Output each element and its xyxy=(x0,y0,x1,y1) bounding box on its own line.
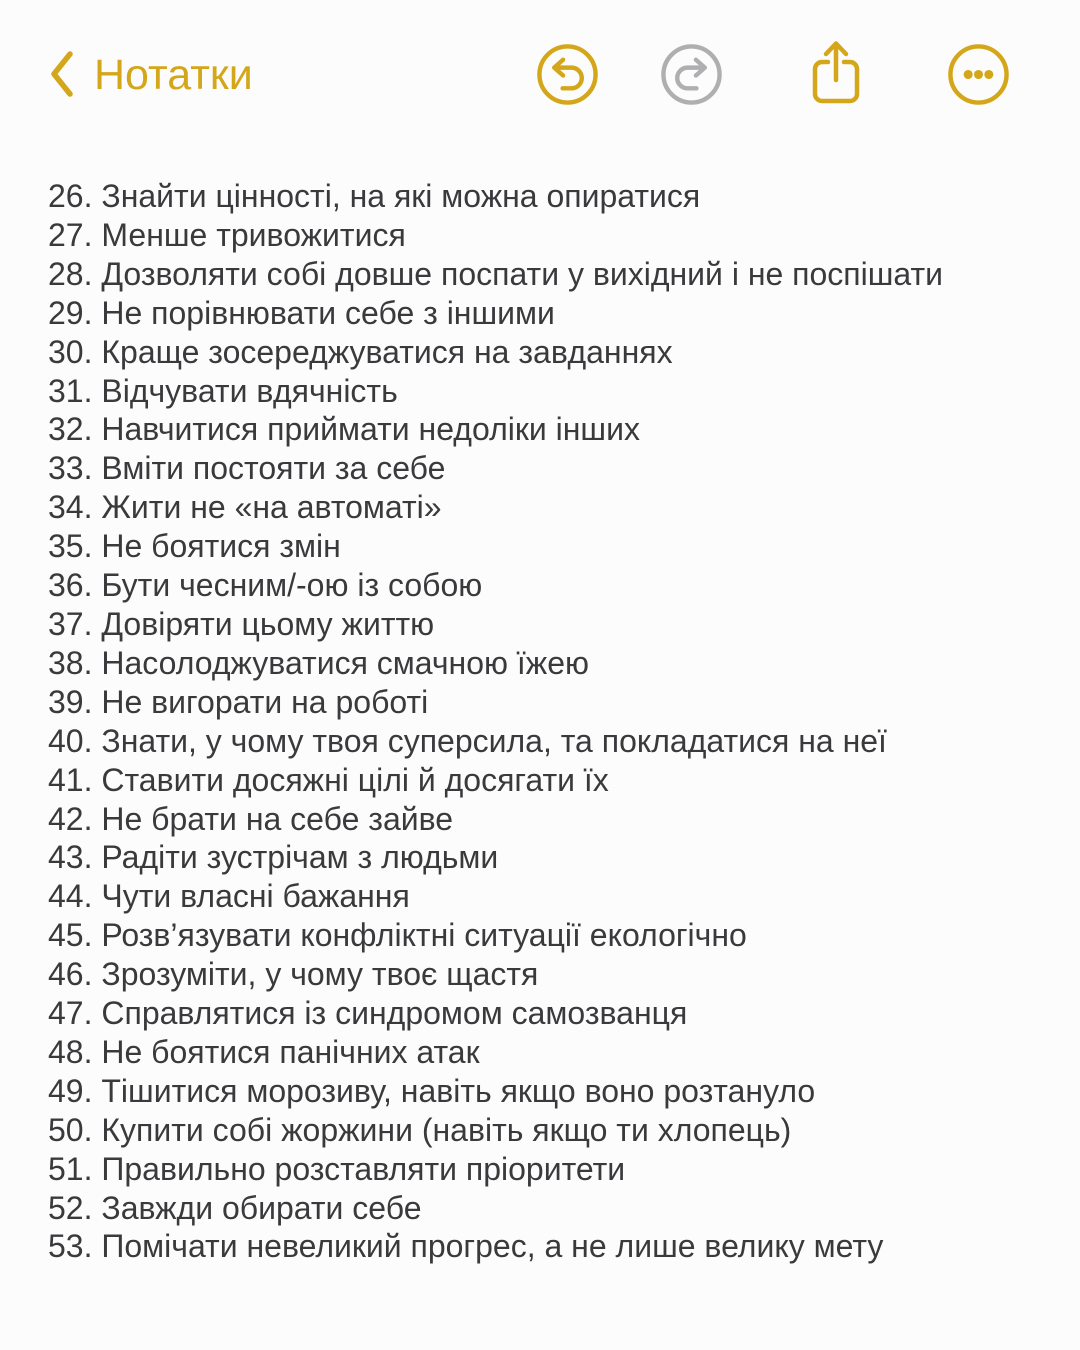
note-line[interactable]: 37. Довіряти цьому життю xyxy=(48,605,435,642)
note-line[interactable]: 39. Не вигорати на роботі xyxy=(48,683,429,720)
note-line[interactable]: 35. Не боятися змін xyxy=(48,528,341,565)
note-line[interactable]: 53. Помічати невеликий прогрес, а не лише велику мету xyxy=(48,1228,884,1265)
back-button[interactable] xyxy=(46,46,253,102)
more-icon xyxy=(947,43,1010,106)
note-line[interactable]: 30. Краще зосереджуватися на завданнях xyxy=(48,333,673,370)
nav-bar xyxy=(0,0,1080,150)
note-line[interactable]: 40. Знати, у чому твоя суперсила, та покладатися на неї xyxy=(48,722,887,759)
back-chevron-icon xyxy=(46,48,76,100)
note-line[interactable]: 46. Зрозуміти, у чому твоє щастя xyxy=(48,956,539,993)
back-label: Нотатки xyxy=(94,50,253,99)
note-line[interactable]: 38. Насолоджуватися смачною їжею xyxy=(48,644,589,681)
note-line[interactable]: 31. Відчувати вдячність xyxy=(48,372,398,409)
note-line[interactable]: 48. Не боятися панічних атак xyxy=(48,1033,480,1070)
note-line[interactable]: 52. Завжди обирати себе xyxy=(48,1189,422,1226)
note-line[interactable]: 49. Тішитися морозиву, навіть якщо воно розтануло xyxy=(48,1072,816,1109)
note-line[interactable]: 42. Не брати на себе зайве xyxy=(48,800,454,837)
note-line[interactable]: 26. Знайти цінності, на які можна опиратися xyxy=(48,178,701,214)
note-line[interactable]: 28. Дозволяти собі довше поспати у вихідний і не поспішати xyxy=(48,255,944,292)
note-line[interactable]: 47. Справлятися із синдромом самозванця xyxy=(48,995,688,1032)
note-line[interactable]: 27. Менше тривожитися xyxy=(48,216,406,253)
note-line[interactable]: 51. Правильно розставляти пріоритети xyxy=(48,1150,626,1187)
note-line[interactable]: 29. Не порівнювати себе з іншими xyxy=(48,294,555,331)
note-line[interactable]: 41. Ставити досяжні цілі й досягати їх xyxy=(48,761,609,798)
note-line[interactable]: 33. Вміти постояти за себе xyxy=(48,450,446,487)
note-line[interactable]: 44. Чути власні бажання xyxy=(48,878,410,915)
note-line[interactable]: 43. Радіти зустрічам з людьми xyxy=(48,839,499,876)
note-line[interactable]: 45. Розв’язувати конфліктні ситуації екологічно xyxy=(48,917,747,954)
undo-button[interactable] xyxy=(536,43,599,106)
redo-button[interactable] xyxy=(660,43,723,106)
share-icon xyxy=(808,36,864,108)
note-line[interactable]: 34. Жити не «на автоматі» xyxy=(48,489,442,526)
redo-icon xyxy=(660,43,723,106)
undo-icon xyxy=(536,43,599,106)
share-button[interactable] xyxy=(808,36,864,108)
note-line[interactable]: 32. Навчитися приймати недоліки інших xyxy=(48,411,640,448)
note-line[interactable]: 50. Купити собі жоржини (навіть якщо ти хлопець) xyxy=(48,1111,792,1148)
more-button[interactable] xyxy=(947,43,1010,106)
note-line[interactable]: 36. Бути чесним/-ою із собою xyxy=(48,567,483,604)
